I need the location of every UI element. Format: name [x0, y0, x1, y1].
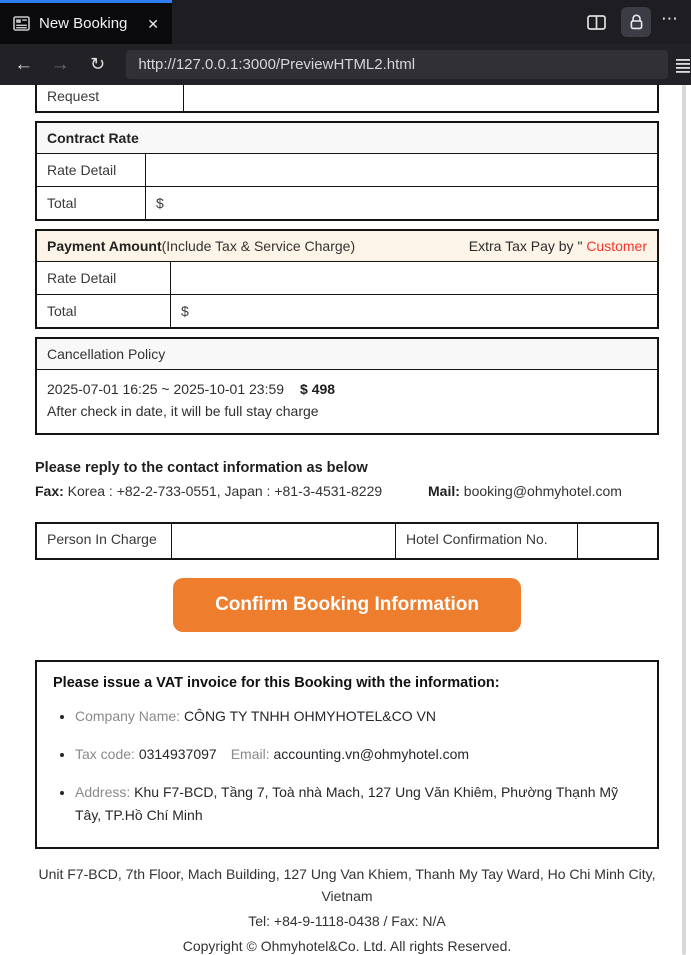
rate-detail-value — [171, 262, 657, 294]
total-label: Total — [37, 187, 146, 219]
tab-new-booking[interactable] — [0, 0, 172, 44]
confirm-booking-button[interactable]: Confirm Booking Information — [173, 578, 521, 632]
tabbar-empty-space — [172, 0, 581, 44]
payment-amount-title: Payment Amount(Include Tax & Service Charge) — [47, 238, 356, 254]
cancellation-policy-title: Cancellation Policy — [47, 346, 166, 362]
rate-detail-label: Rate Detail — [37, 262, 171, 294]
hamburger-menu-icon[interactable] — [675, 57, 691, 73]
table-row — [37, 186, 657, 219]
contract-rate-table — [35, 121, 659, 221]
tab-close-icon[interactable]: ✕ — [147, 15, 159, 32]
cancellation-policy-table — [35, 337, 659, 435]
contact-block — [35, 460, 659, 501]
contract-rate-header-row — [37, 123, 657, 153]
table-row — [37, 261, 657, 294]
vat-invoice-box — [35, 660, 659, 849]
booking-document — [35, 85, 659, 955]
table-row — [37, 524, 657, 558]
list-item: • Tax code: 0314937097 Email: accounting.vn@ohmyhotel.com — [75, 743, 641, 766]
person-in-charge-value — [172, 524, 396, 558]
url-bar[interactable] — [126, 50, 668, 79]
confirm-button-row — [35, 578, 659, 632]
rate-detail-value — [146, 154, 657, 186]
contact-heading: Please reply to the contact information as below — [35, 459, 368, 476]
more-options-icon[interactable]: ⋯ — [661, 9, 679, 28]
hotel-confirmation-label: Hotel Confirmation No. — [396, 524, 578, 558]
contact-details-line — [35, 483, 659, 501]
cancellation-policy-header-row — [37, 339, 657, 369]
list-item: • Company Name: CÔNG TY TNHH OHMYHOTEL&CO VN — [75, 705, 641, 728]
tab-bar — [0, 0, 691, 44]
tabbar-actions — [581, 0, 691, 44]
vertical-scrollbar[interactable] — [682, 85, 686, 955]
tab-title: New Booking — [39, 15, 128, 32]
table-row — [37, 153, 657, 186]
vat-info-list — [53, 705, 641, 827]
person-in-charge-label: Person In Charge — [37, 524, 172, 558]
navigation-bar — [0, 44, 691, 85]
table-row — [37, 369, 657, 433]
vat-heading: Please issue a VAT invoice for this Booking with the information: — [53, 674, 500, 691]
extra-tax-payer: Customer — [586, 238, 647, 254]
mail-info: Mail: booking@ohmyhotel.com — [428, 482, 622, 499]
cancellation-period-line — [47, 378, 335, 400]
split-view-icon[interactable] — [581, 7, 611, 37]
table-row — [37, 294, 657, 327]
reload-icon[interactable]: ↻ — [90, 54, 106, 74]
person-in-charge-table — [35, 522, 659, 560]
cancellation-amount: $ 498 — [300, 381, 336, 397]
request-table — [35, 85, 659, 113]
total-value: $ — [181, 303, 189, 319]
cancellation-period: 2025-07-01 16:25 ~ 2025-10-01 23:59 — [47, 381, 285, 397]
contract-rate-title: Contract Rate — [47, 130, 139, 146]
hotel-confirmation-value — [578, 524, 657, 558]
rate-detail-label: Rate Detail — [37, 154, 146, 186]
page-favicon-icon — [13, 16, 30, 31]
page-footer — [35, 864, 659, 955]
extra-tax-note: Extra Tax Pay by " Customer — [468, 238, 647, 254]
page-viewport — [0, 85, 691, 955]
cancellation-policy-body — [37, 370, 345, 433]
back-icon[interactable]: ← — [14, 53, 34, 75]
total-label: Total — [37, 295, 171, 327]
footer-tel-fax: Tel: +84-9-1118-0438 / Fax: N/A — [248, 912, 446, 929]
request-value — [184, 85, 657, 111]
request-label: Request — [37, 85, 184, 111]
footer-copyright: Copyright © Ohmyhotel&Co. Ltd. All rights Reserved. — [182, 938, 512, 955]
payment-amount-table — [35, 229, 659, 329]
total-value: $ — [156, 195, 164, 211]
url-text: http://127.0.0.1:3000/PreviewHTML2.html — [138, 56, 416, 73]
forward-icon: → — [50, 53, 70, 75]
lock-icon[interactable] — [621, 7, 651, 37]
list-item: • Address: Khu F7-BCD, Tầng 7, Toà nhà Mach, 127 Ung Văn Khiêm, Phường Thạnh Mỹ Tây, TP.Hồ Chí Minh — [75, 781, 641, 827]
footer-address: Unit F7-BCD, 7th Floor, Mach Building, 127 Ung Van Khiem, Thanh My Tay Ward, Ho Chi Minh City, Vietnam — [38, 866, 656, 904]
cancellation-note: After check in date, it will be full stay charge — [47, 403, 319, 420]
fax-info: Fax: Korea : +82-2-733-0551, Japan : +81-3-4531-8229 — [35, 482, 383, 499]
payment-amount-header-row — [37, 231, 657, 261]
